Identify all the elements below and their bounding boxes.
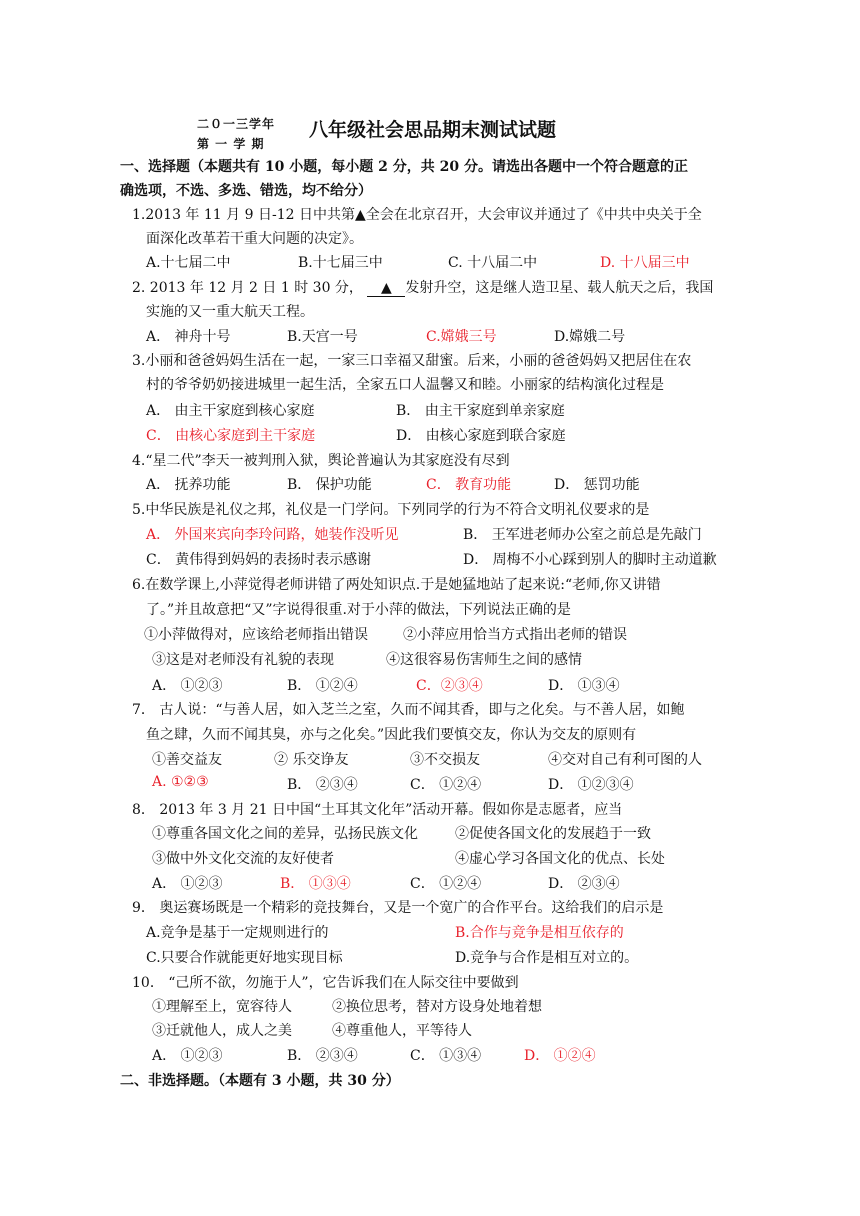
term-label: 第 一 学 期	[197, 137, 265, 151]
q1-option-c: C. 十八届二中	[448, 255, 538, 271]
q2-blank: ▲	[367, 280, 405, 297]
q8-item-2: ②促使各国文化的发展趋于一致	[455, 826, 651, 842]
q4-option-b: B． 保护功能	[287, 477, 372, 493]
q6-option-d: D． ①③④	[548, 678, 620, 694]
q10-option-c: C． ①③④	[410, 1048, 482, 1064]
q2-option-c-answer: C.嫦娥三号	[426, 329, 497, 345]
q4-option-d: D． 惩罚功能	[554, 477, 640, 493]
q10-option-d-answer: D． ①②④	[524, 1048, 596, 1064]
q1-stem-line2: 面深化改革若干重大问题的决定》。	[146, 231, 363, 247]
q4-stem: 4.“星二代”李天一被判刑入狱，舆论普遍认为其家庭没有尽到	[132, 453, 510, 469]
section1-heading-line2: 确选项，不选、多选、错选，均不给分）	[120, 183, 372, 199]
q1-stem-line1: 1.2013 年 11 月 9 日-12 日中共第▲全会在北京召开，大会审议并通过了《中共中央关于全	[132, 207, 702, 223]
q6-stem-line2: 了。”并且故意把“又”字说得很重.对于小萍的做法，下列说法正确的是	[146, 602, 571, 618]
q7-stem-line1: 7． 古人说：“与善人居，如入芝兰之室，久而不闻其香，即与之化矣。与不善人居，如鲍	[132, 702, 685, 718]
q3-option-b: B． 由主干家庭到单亲家庭	[396, 403, 565, 419]
q8-option-c: C． ①②④	[410, 876, 482, 892]
q8-item-1: ①尊重各国文化之间的差异，弘扬民族文化	[152, 826, 418, 842]
q4-option-a: A． 抚养功能	[146, 477, 231, 493]
q10-item-3: ③迁就他人，成人之美	[152, 1023, 292, 1039]
q2-option-a: A． 神舟十号	[146, 329, 231, 345]
q8-option-a: A． ①②③	[152, 876, 223, 892]
q10-item-2: ②换位思考，替对方设身处地着想	[332, 999, 542, 1015]
q6-option-c-answer: C．②③④	[416, 678, 483, 694]
q10-option-a: A． ①②③	[152, 1048, 223, 1064]
q5-option-a-answer: A． 外国来宾向李玲问路，她装作没听见	[146, 527, 399, 543]
q10-item-1: ①理解至上，宽容待人	[152, 999, 292, 1015]
q7-option-c: C． ①②④	[410, 777, 482, 793]
q9-option-d: D.竞争与合作是相互对立的。	[455, 950, 639, 966]
q10-option-b: B． ②③④	[287, 1048, 358, 1064]
q7-item-2: ② 乐交诤友	[274, 752, 349, 768]
school-year-label: 二０一三学年	[197, 117, 276, 131]
section1-heading-line1: 一、选择题（本题共有 10 小题，每小题 2 分，共 20 分。请选出各题中一个符合题意的正	[120, 159, 688, 175]
q5-option-c: C． 黄伟得到妈妈的表扬时表示感谢	[146, 552, 372, 568]
q7-item-3: ③不交损友	[410, 752, 480, 768]
section2-heading: 二、非选择题。（本题有 3 小题，共 30 分）	[120, 1073, 400, 1089]
q8-item-3: ③做中外文化交流的友好使者	[152, 851, 334, 867]
q10-stem: 10． “己所不欲，勿施于人”，它告诉我们在人际交往中要做到	[132, 975, 519, 991]
q3-stem-line1: 3.小丽和爸爸妈妈生活在一起，一家三口幸福又甜蜜。后来，小丽的爸爸妈妈又把居住在农	[132, 353, 692, 369]
q9-option-b-answer: B.合作与竞争是相互依存的	[455, 925, 624, 941]
q7-item-4: ④交对自己有利可图的人	[548, 752, 702, 768]
q6-item-1: ①小萍做得对，应该给老师指出错误	[144, 627, 368, 643]
q3-option-c-answer: C． 由核心家庭到主干家庭	[146, 428, 316, 444]
q7-option-a-answer: A. ①②③	[152, 774, 209, 790]
q2-stem-suffix: 发射升空，这是继人造卫星、载人航天之后，我国	[405, 280, 714, 296]
q6-item-4: ④这很容易伤害师生之间的感情	[386, 652, 582, 668]
q8-stem: 8． 2013 年 3 月 21 日中国“土耳其文化年”活动开幕。假如你是志愿者，应当	[132, 802, 623, 818]
q2-stem-line2: 实施的又一重大航天工程。	[146, 304, 314, 320]
q1-option-b: B.十七届三中	[298, 255, 383, 271]
q1-option-a: A.十七届二中	[146, 255, 231, 271]
q6-option-a: A． ①②③	[152, 678, 223, 694]
q3-stem-line2: 村的爷爷奶奶接进城里一起生活，全家五口人温馨又和睦。小丽家的结构演化过程是	[146, 377, 664, 393]
q10-item-4: ④尊重他人，平等待人	[332, 1023, 472, 1039]
q6-stem-line1: 6.在数学课上,小萍觉得老师讲错了两处知识点.于是她猛地站了起来说:“老师,你又讲错	[132, 577, 661, 593]
q2-stem-line1	[132, 277, 713, 297]
q1-option-d-answer: D. 十八届三中	[600, 255, 690, 271]
q2-stem-prefix: 2. 2013 年 12 月 2 日 1 时 30 分，	[132, 280, 368, 296]
q8-item-4: ④虚心学习各国文化的优点、长处	[455, 851, 665, 867]
q3-option-a: A． 由主干家庭到核心家庭	[146, 403, 315, 419]
q7-option-b: B． ②③④	[287, 777, 358, 793]
q5-option-d: D． 周梅不小心踩到别人的脚时主动道歉	[463, 552, 717, 568]
q9-option-c: C.只要合作就能更好地实现目标	[146, 950, 343, 966]
q5-option-b: B． 王军进老师办公室之前总是先敲门	[463, 527, 702, 543]
q8-option-d: D． ②③④	[548, 876, 620, 892]
q2-option-d: D.嫦娥二号	[554, 329, 626, 345]
q6-item-2: ②小萍应用恰当方式指出老师的错误	[403, 627, 627, 643]
q9-option-a: A.竞争是基于一定规则进行的	[146, 925, 329, 941]
q2-option-b: B.天宫一号	[287, 329, 358, 345]
q9-stem: 9． 奥运赛场既是一个精彩的竞技舞台，又是一个宽广的合作平台。这给我们的启示是	[132, 900, 664, 916]
q6-option-b: B． ①②④	[287, 678, 358, 694]
q7-item-1: ①善交益友	[152, 752, 222, 768]
q7-option-d: D． ①②③④	[548, 777, 634, 793]
q4-option-c-answer: C． 教育功能	[426, 477, 512, 493]
q8-option-b-answer: B． ①③④	[280, 876, 351, 892]
q7-stem-line2: 鱼之肆，久而不闻其臭，亦与之化矣。”因此我们要慎交友，你认为交友的原则有	[146, 727, 637, 743]
q5-stem: 5.中华民族是礼仪之邦，礼仪是一门学问。下列同学的行为不符合文明礼仪要求的是	[132, 502, 650, 518]
q3-option-d: D． 由核心家庭到联合家庭	[396, 428, 566, 444]
page-title: 八年级社会思品期末测试试题	[309, 119, 557, 141]
q6-item-3: ③这是对老师没有礼貌的表现	[152, 652, 334, 668]
